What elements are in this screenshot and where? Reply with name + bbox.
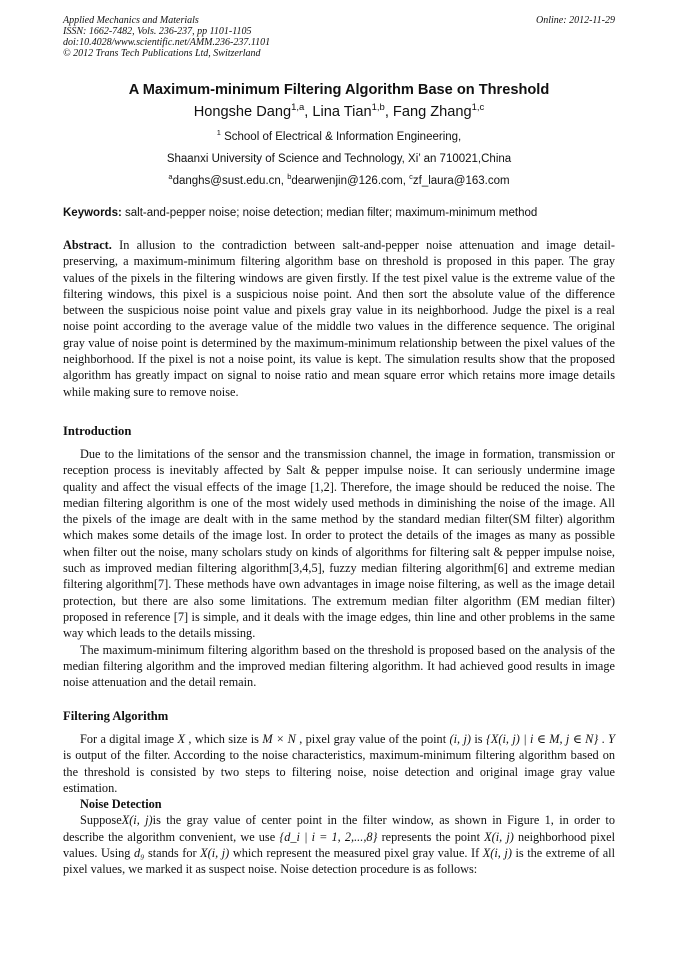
keywords: [63, 207, 623, 219]
affiliation-sup: 1: [216, 128, 221, 138]
text-run: neighborhood pixel values. Using: [63, 829, 616, 861]
issn-line: ISSN: 1662-7482, Vols. 236-237, pp 1101-1105: [63, 26, 252, 37]
math-Xij: X(i, j): [482, 846, 512, 861]
subsection-heading-noise-detection: Noise Detection: [80, 797, 162, 812]
online-date: Online: 2012-11-29: [536, 15, 615, 26]
text-run: , which size is: [185, 732, 263, 746]
math-di-set: {d_i | i = 1, 2,...,8}: [279, 829, 378, 844]
math-Xij: X(i, j): [484, 829, 514, 844]
filtering-body: [63, 731, 615, 878]
filtering-paragraph-1: [63, 731, 615, 796]
text-run: stands for: [144, 846, 201, 861]
abstract: [63, 237, 615, 400]
text-run: For a digital image: [80, 732, 178, 746]
doi-line: doi:10.4028/www.scientific.net/AMM.236-237.1101: [63, 37, 271, 48]
author-sup: 1,b: [371, 102, 385, 114]
text-run: is: [470, 732, 486, 746]
author-sup: 1,c: [471, 102, 485, 114]
section-heading-filtering: Filtering Algorithm: [63, 709, 169, 723]
text-run: which represent the measured pixel gray value. If: [229, 846, 483, 861]
copyright-line: © 2012 Trans Tech Publications Ltd, Switzerland: [63, 48, 261, 59]
journal-name: Applied Mechanics and Materials: [63, 15, 199, 26]
text-run: , pixel gray value of the point: [295, 732, 450, 746]
introduction-paragraph-1: Due to the limitations of the sensor and the transmission channel, the image in formation, transmission or reception process is inevitably affected by Salt & pepper impulse noise. It can seriously undermine image quality and affect the visual effects of the image [1,2]. Therefore, the image should be reduced the noise. The median filtering algorithm is one of the most widely used methods in diminishing the noise of the image. All the pixels of the image are dealt with in the same method by the standard median filter(SM filter) algorithm which makes some details of the image lost. In order to protect the details of the images as many as possible when filter out the noise, many scholars study on kinds of algorithms for filtering salt & pepper impulse noise, such as improved median filtering algorithm[3,4,5], fuzzy median filtering algorithm[6] and extreme median filtering algorithm[7]. These methods have own advantages in image noise filtering, as well as the image detail protection, but there are also some limitations. The extremum median filter algorithm (EM median filter) proposed in reference [7] is simple, and it deals with the image edges, thin line and other problems in the same way which leads to the details missing.: [63, 447, 615, 641]
author-name: Lina Tian: [312, 104, 372, 120]
text-run: represents the point: [377, 829, 485, 844]
math-X: X: [177, 732, 186, 746]
journal-header: [63, 15, 270, 59]
text-run: is the gray value of center point in the filter window, as shown in Figure 1, in order to describe the algorithm convenient, we use: [63, 813, 615, 844]
author-name: Fang Zhang: [392, 104, 472, 120]
math-ij: (i, j): [449, 732, 471, 746]
introduction-body: [63, 446, 615, 690]
keywords-label: Keywords:: [63, 207, 122, 219]
math-Xij: X(i, j): [121, 813, 153, 828]
paper-title: A Maximum-minimum Filtering Algorithm Base on Threshold: [128, 82, 550, 98]
abstract-label: Abstract.: [63, 238, 112, 252]
math-MxN: M × N: [262, 732, 296, 746]
math-Y: Y: [608, 732, 615, 746]
affiliation-line-2: Shaanxi University of Science and Technology, Xi’ an 710021,China: [166, 153, 512, 165]
text-run: Suppose: [80, 813, 122, 828]
author-sep: ,: [384, 104, 393, 120]
filtering-paragraph-2: [63, 812, 615, 877]
author-list: [0, 104, 678, 120]
email-sup: a: [168, 172, 173, 182]
email-line: [0, 172, 678, 187]
author-sep: ,: [304, 104, 313, 120]
text-run: .: [598, 732, 609, 746]
math-set: {X(i, j) | i ∈ M, j ∈ N}: [485, 732, 599, 746]
email-sup: c: [409, 172, 413, 182]
email-b: dearwenjin@126.com,: [291, 175, 410, 187]
abstract-text: In allusion to the contradiction between salt-and-pepper noise attenuation and image detail-preserving, a maximum-minimum filtering algorithm base on threshold is proposed in this paper. The gray values of the pixels in the filtering windows are given firstly. If the test pixel value is the extreme value of the filtering windows, this pixel is a suspicious noise point. And then sort the absolute value of the difference between the suspicious noise point value and pixels gray value in its neighborhood. Judge the pixel is a real noise point according to the average value of the middle two values in the difference sequence. The original gray value of noise point is determined by the maximum-minimum relationship between the pixel values of the neighborhood. If the pixel is not a noise point, its value is kept. The simulation results show that the proposed algorithm has greatly impact on signal to noise ratio and mean square error which retains more image details while making sure to remove noise.: [63, 238, 615, 399]
introduction-paragraph-2: The maximum-minimum filtering algorithm based on the threshold is proposed based on the analysis of the median filtering algorithm and the improved median filtering algorithm. It had achieved good results in image noise attenuation and the detail remain.: [63, 642, 615, 690]
math-d9: d₉: [133, 846, 145, 861]
math-Xij: X(i, j): [200, 846, 230, 861]
affiliation-text: School of Electrical & Information Engineering,: [220, 131, 462, 143]
email-c: zf_laura@163.com: [412, 175, 510, 187]
affiliation-line-1: [0, 128, 678, 143]
author-sup: 1,a: [291, 102, 305, 114]
text-run: is output of the filter. According to the noise characteristics, maximum-minimum filtering algorithm based on the threshold is consisted by two steps to filtering noise, noise detection and original image gray value estimation.: [63, 748, 615, 795]
email-sup: b: [287, 172, 292, 182]
keywords-text: salt-and-pepper noise; noise detection; median filter; maximum-minimum method: [121, 207, 538, 219]
email-a: danghs@sust.edu.cn,: [172, 175, 288, 187]
author-name: Hongshe Dang: [193, 104, 292, 120]
text-run: is the extreme of all pixel values, we marked it as suspect noise. Noise detection procedure is as follows:: [63, 846, 615, 877]
section-heading-introduction: Introduction: [63, 424, 132, 438]
